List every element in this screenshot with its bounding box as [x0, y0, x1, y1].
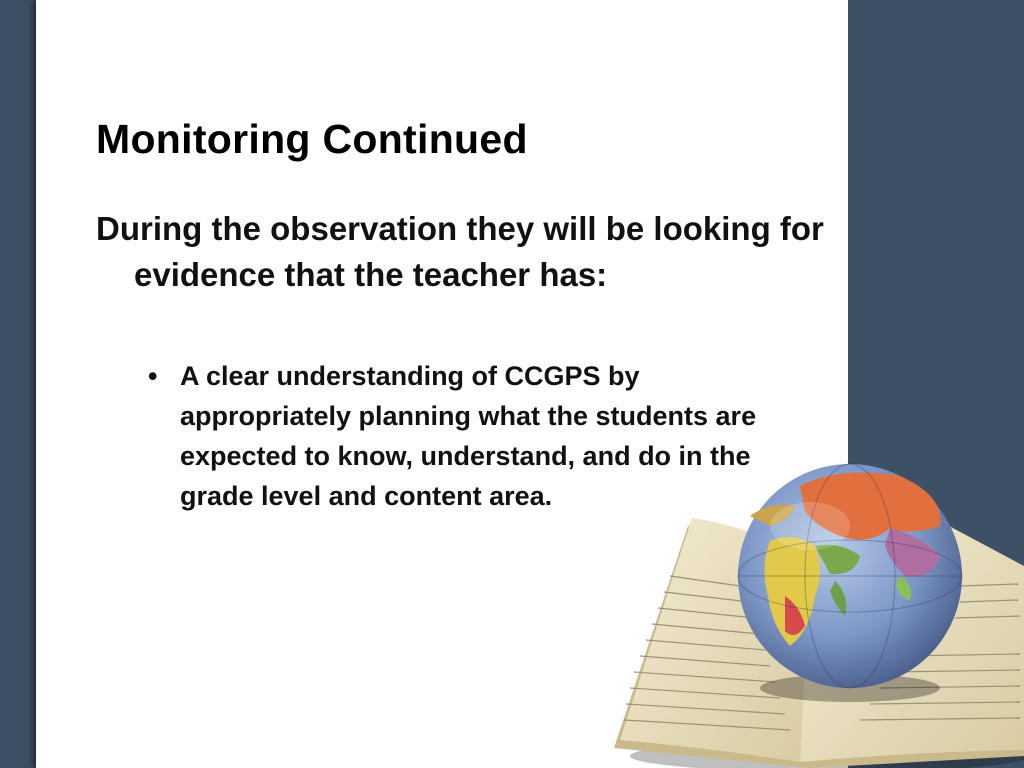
bullet-text: A clear understanding of CCGPS by appropriately planning what the students are expected to know, understand, and do in the grade level and content area.	[180, 361, 757, 511]
slide-title: Monitoring Continued	[96, 116, 528, 162]
left-background-band	[0, 0, 36, 768]
body-paragraph: During the observation they will be looking for evidence that the teacher has:	[96, 210, 824, 293]
bullet-dot-icon: •	[148, 361, 158, 391]
globe-on-open-book-icon	[600, 456, 1024, 768]
